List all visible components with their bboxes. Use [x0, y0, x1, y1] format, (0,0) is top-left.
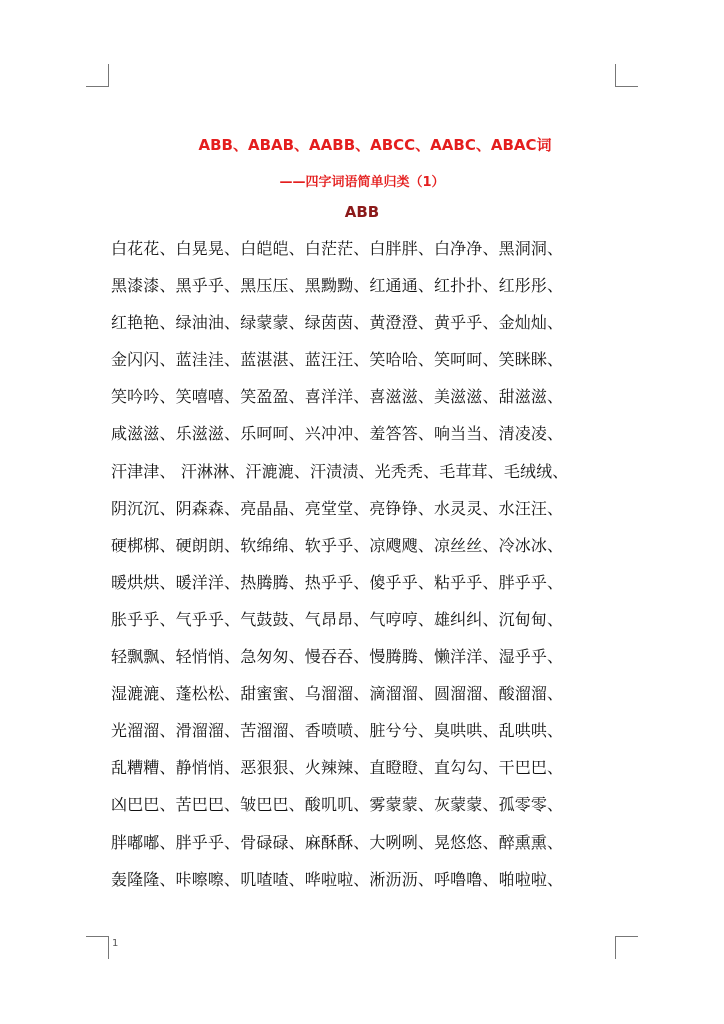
word-line: 光溜溜、滑溜溜、苦溜溜、香喷喷、脏兮兮、臭哄哄、乱哄哄、	[111, 721, 564, 741]
crop-mark-bottom-left	[86, 936, 109, 959]
word-line: 胀乎乎、气乎乎、气鼓鼓、气昂昂、气哼哼、雄纠纠、沉甸甸、	[111, 609, 564, 629]
word-line: 金闪闪、蓝洼洼、蓝湛湛、蓝汪汪、笑哈哈、笑呵呵、笑眯眯、	[111, 350, 564, 370]
word-line: 汗津津、 汗淋淋、汗漉漉、汗渍渍、光秃秃、毛茸茸、毛绒绒、	[111, 461, 569, 481]
word-line: 笑吟吟、笑嘻嘻、笑盈盈、喜洋洋、喜滋滋、美滋滋、甜滋滋、	[111, 387, 564, 407]
word-line: 轻飘飘、轻悄悄、急匆匆、慢吞吞、慢腾腾、懒洋洋、湿乎乎、	[111, 647, 564, 667]
page-number: 1	[112, 938, 119, 949]
page-subtitle: ——四字词语简单归类（1）	[279, 175, 445, 190]
crop-mark-bottom-right	[615, 936, 638, 959]
word-line: 咸滋滋、乐滋滋、乐呵呵、兴冲冲、羞答答、响当当、清凌凌、	[111, 424, 564, 444]
crop-mark-top-left	[86, 64, 109, 87]
word-line: 暖烘烘、暖洋洋、热腾腾、热乎乎、傻乎乎、粘乎乎、胖乎乎、	[111, 572, 564, 592]
word-line: 硬梆梆、硬朗朗、软绵绵、软乎乎、凉飕飕、凉丝丝、冷冰冰、	[111, 535, 564, 555]
word-line: 湿漉漉、蓬松松、甜蜜蜜、乌溜溜、滴溜溜、圆溜溜、酸溜溜、	[111, 684, 564, 704]
crop-mark-top-right	[615, 64, 638, 87]
word-line: 白花花、白晃晃、白皑皑、白茫茫、白胖胖、白净净、黑洞洞、	[111, 239, 564, 258]
word-list	[111, 237, 611, 905]
word-line: 乱糟糟、静悄悄、恶狠狠、火辣辣、直瞪瞪、直勾勾、干巴巴、	[111, 758, 564, 778]
word-line: 凶巴巴、苦巴巴、皱巴巴、酸叽叽、雾蒙蒙、灰蒙蒙、孤零零、	[111, 795, 564, 815]
section-heading: ABB	[344, 203, 380, 221]
page-title: ABB、ABAB、AABB、ABCC、AABC、ABAC词	[198, 136, 552, 154]
word-line: 胖嘟嘟、胖乎乎、骨碌碌、麻酥酥、大咧咧、晃悠悠、醉熏熏、	[111, 832, 564, 852]
word-line: 轰隆隆、咔嚓嚓、叽喳喳、哗啦啦、淅沥沥、呼噜噜、啪啦啦、	[111, 869, 564, 889]
word-line: 红艳艳、绿油油、绿蒙蒙、绿茵茵、黄澄澄、黄乎乎、金灿灿、	[111, 313, 564, 333]
word-line: 阴沉沉、阴森森、亮晶晶、亮堂堂、亮铮铮、水灵灵、水汪汪、	[111, 498, 564, 518]
word-line: 黑漆漆、黑乎乎、黑压压、黑黝黝、红通通、红扑扑、红彤彤、	[111, 276, 564, 296]
